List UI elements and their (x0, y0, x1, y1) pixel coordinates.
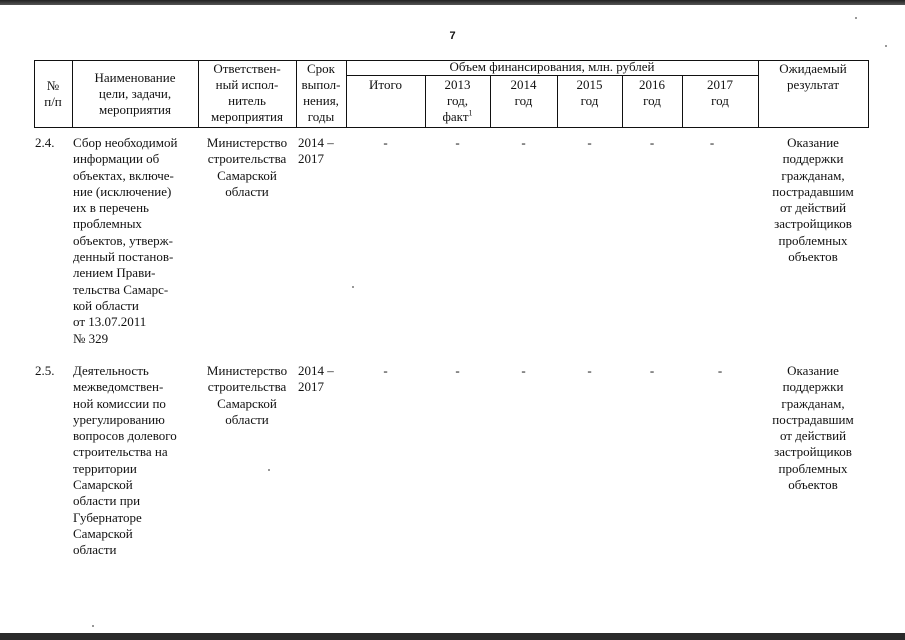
row-name-line: их в перечень (73, 200, 149, 216)
row-name-line: ние (исключение) (73, 183, 172, 199)
header-fin-2015 (557, 77, 622, 109)
row-result-line: поддержки (782, 379, 844, 395)
row-name-line: Деятельность (73, 363, 149, 378)
fin-col-line: год, (447, 93, 468, 108)
row-responsible (198, 135, 296, 200)
fin-col-line: год (580, 93, 599, 108)
header-term-line: нения, (303, 93, 339, 108)
row-name-line: информации об (73, 151, 160, 167)
row-responsible-line: Министерство (206, 363, 288, 378)
header-result-line: Ожидаемый (779, 61, 847, 76)
header-responsible-line: нитель (228, 93, 266, 108)
page-number: 7 (449, 30, 456, 42)
row-name-line: территории (73, 460, 137, 476)
row-result (758, 363, 868, 493)
row-responsible-line: Самарской (217, 167, 277, 183)
row-name-line: области при (73, 493, 141, 509)
row-responsible-line: области (225, 183, 269, 199)
header-result-line: результат (786, 77, 840, 92)
row-result-line: Оказание (787, 135, 839, 150)
row-name-line: Самарской (73, 525, 133, 541)
row-term (296, 135, 348, 168)
row-term (296, 363, 348, 396)
header-name (72, 70, 198, 118)
row-name-line: области (73, 542, 117, 558)
header-fin-2014 (490, 77, 557, 109)
row-result-line: объектов (788, 249, 838, 265)
fin-col-line: год (514, 93, 533, 108)
header-num (34, 78, 72, 110)
header-num-line: п/п (44, 94, 62, 109)
header-financing-title (346, 59, 758, 75)
row-num: 2.5. (35, 363, 55, 378)
row-name (73, 135, 198, 347)
row-responsible (198, 363, 296, 428)
row-name-line: лением Прави- (73, 265, 156, 281)
row-result-line: застройщиков (774, 216, 852, 232)
header-fin-2016 (622, 77, 682, 109)
scan-edge-bottom (0, 633, 905, 640)
header-term-line: Срок (307, 61, 335, 76)
scan-edge-top (0, 0, 905, 5)
row-fin-total: - (383, 363, 388, 378)
header-term-line: выпол- (301, 77, 341, 92)
scan-speck (855, 17, 857, 19)
row-fin-2013: - (455, 135, 460, 150)
header-fin-2017 (682, 77, 758, 109)
row-result-line: гражданам, (781, 395, 845, 411)
scan-speck (885, 45, 887, 47)
row-result-line: гражданам, (781, 167, 845, 183)
row-result-line: пострадавшим (772, 183, 854, 199)
row-fin-2015: - (587, 363, 592, 378)
financing-title-text: Объем финансирования, млн. рублей (449, 59, 655, 74)
row-fin-2017: - (717, 363, 723, 378)
row-responsible-line: строительства (207, 151, 287, 167)
header-responsible-line: Ответствен- (213, 61, 281, 76)
row-term-line: 2017 (298, 379, 324, 395)
row-name-line: объектов, утверж- (73, 232, 173, 248)
header-responsible-line: ный испол- (215, 77, 279, 92)
row-result-line: застройщиков (774, 444, 852, 460)
fin-col-fact-text: факт (442, 109, 469, 124)
row-name-line: урегулированию (73, 411, 165, 427)
header-bottom-border (34, 127, 869, 128)
footnote-marker: 1 (468, 108, 473, 118)
row-fin-2013: - (455, 363, 460, 378)
row-fin-2015: - (587, 135, 592, 150)
row-name-line: проблемных (73, 216, 142, 232)
row-fin-2014: - (521, 135, 526, 150)
fin-col-line: 2014 (510, 77, 537, 92)
header-name-line: цели, задачи, (98, 86, 172, 101)
row-responsible-line: Самарской (217, 395, 277, 411)
row-name (73, 363, 198, 559)
fin-col-line: год (643, 93, 661, 108)
col-border (868, 60, 869, 128)
fin-col-line: 2013 (444, 77, 471, 92)
row-name-line: Сбор необходимой (73, 135, 178, 150)
row-name-line: объектах, включе- (73, 167, 174, 183)
scan-speck (268, 469, 270, 471)
row-term-line: 2017 (298, 151, 324, 167)
header-responsible (198, 61, 296, 125)
row-result-line: проблемных (778, 460, 848, 476)
row-term-line: 2014 – (298, 135, 334, 150)
row-fin-2014: - (521, 363, 526, 378)
fin-col-line: 2015 (576, 77, 603, 92)
row-result-line: объектов (788, 477, 838, 493)
header-name-line: мероприятия (98, 102, 171, 117)
fin-col-line-fact (425, 109, 490, 125)
header-term (296, 61, 346, 125)
scan-speck (352, 286, 354, 288)
row-name-line: ной комиссии по (73, 395, 166, 411)
row-term-line: 2014 – (298, 363, 334, 378)
financing-title-divider (346, 75, 758, 76)
row-fin-2016: - (649, 135, 655, 150)
row-name-line: кой области (73, 297, 139, 313)
row-responsible-line: Министерство (206, 135, 288, 150)
row-result-line: проблемных (778, 232, 848, 248)
row-result-line: от действий (779, 200, 847, 216)
row-responsible-line: строительства (207, 379, 287, 395)
row-result-line: пострадавшим (772, 411, 854, 427)
header-term-line: годы (307, 109, 335, 124)
header-responsible-line: мероприятия (210, 109, 283, 124)
row-name-line: № 329 (73, 330, 109, 346)
fin-col-line: 2016 (639, 77, 665, 92)
row-name-line: Самарской (73, 477, 133, 493)
scan-speck (92, 625, 94, 627)
row-result-line: поддержки (782, 151, 844, 167)
row-result-line: Оказание (787, 363, 839, 378)
row-num: 2.4. (35, 135, 55, 150)
row-name-line: вопросов долевого (73, 428, 177, 444)
row-fin-2017: - (709, 135, 715, 150)
row-result (758, 135, 868, 265)
row-name-line: Губернаторе (73, 509, 142, 525)
header-fin-2013 (425, 77, 490, 125)
row-name-line: от 13.07.2011 (73, 314, 147, 330)
header-fin-total (346, 77, 425, 93)
row-name-line: строительства на (73, 444, 168, 460)
header-num-line: № (46, 78, 60, 93)
fin-col-line: год (711, 93, 729, 108)
fin-col-line: 2017 (707, 77, 733, 92)
row-name-line: денный постанов- (73, 249, 174, 265)
row-name-line: тельства Самарс- (73, 281, 169, 297)
fin-col-line: Итого (369, 77, 402, 92)
header-result (758, 61, 868, 93)
row-result-line: от действий (779, 428, 847, 444)
row-fin-total: - (383, 135, 388, 150)
row-responsible-line: области (225, 411, 269, 427)
row-fin-2016: - (649, 363, 655, 378)
row-name-line: межведомствен- (73, 379, 164, 395)
header-name-line: Наименование (94, 70, 176, 85)
